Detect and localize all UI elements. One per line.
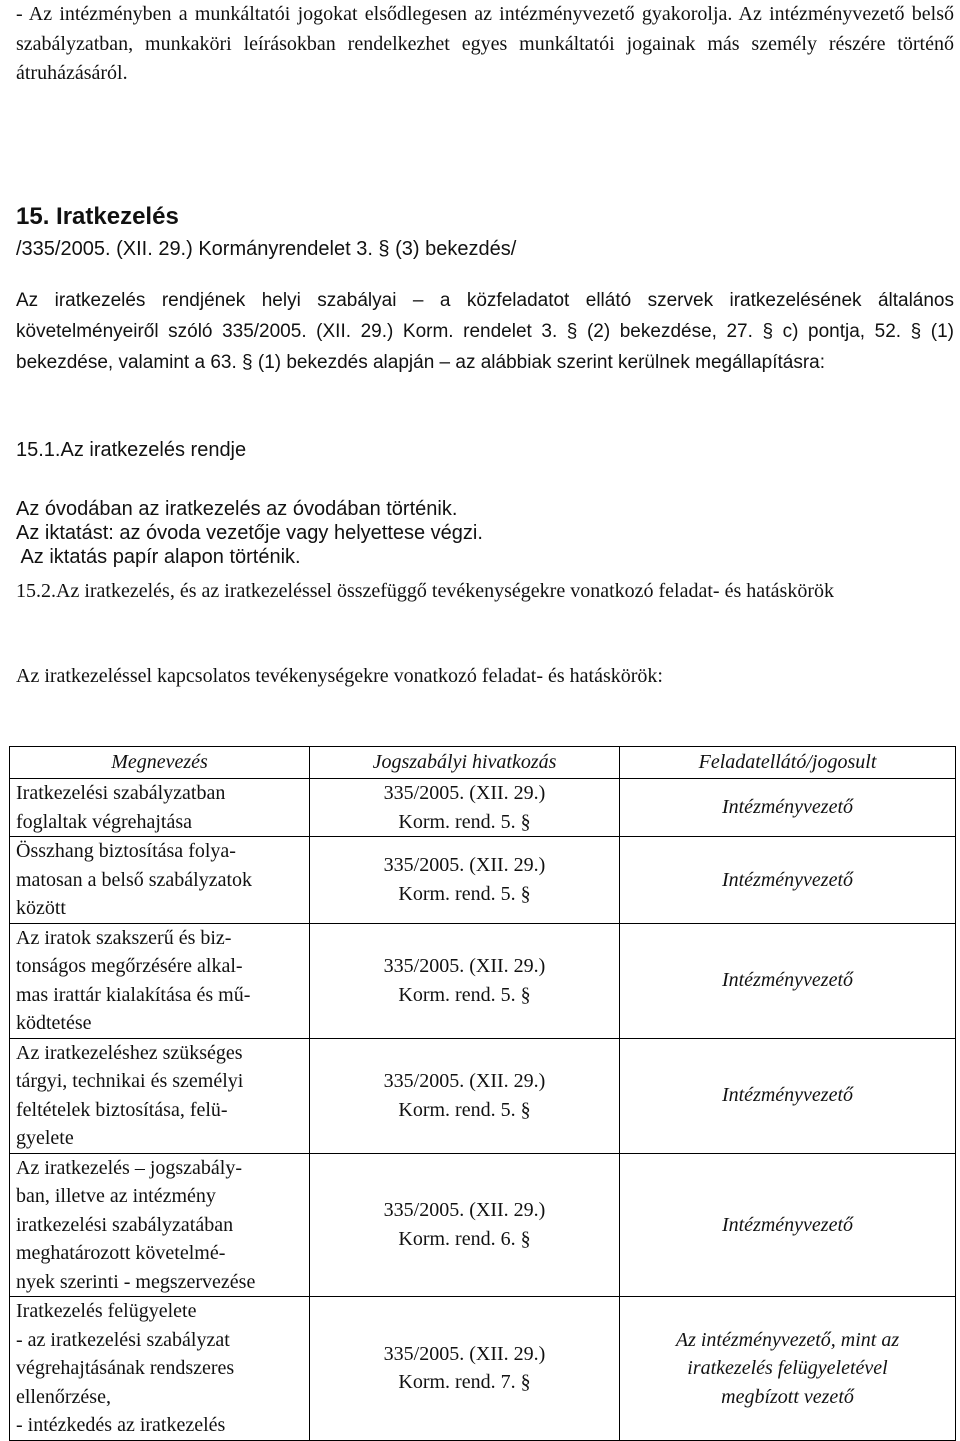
table-row (10, 1153, 956, 1297)
table-row (10, 1038, 956, 1153)
section-subheading: /335/2005. (XII. 29.) Kormányrendelet 3. § (3) bekezdés/ (16, 238, 517, 260)
row-responsible: Intézményvezető (620, 1153, 956, 1297)
row-name: Az iratkezeléshez szükséges tárgyi, technikai és személyi feltételek biztosítása, felü- gyelete (10, 1038, 310, 1153)
column-header-name: Megnevezés (10, 747, 310, 779)
table-row (10, 1297, 956, 1441)
subsection1-line: Az iktatás papír alapon történik. (16, 546, 301, 568)
row-name: Összhang biztosítása folya- matosan a belső szabályzatok között (10, 837, 310, 924)
row-name: Az iratok szakszerű és biz- tonságos megőrzésére alkal- mas irattár kialakítása és mű- ködtetése (10, 923, 310, 1038)
row-reference: 335/2005. (XII. 29.) Korm. rend. 5. § (310, 837, 620, 924)
row-name: Iratkezelés felügyelete - az iratkezelési szabályzat végrehajtásának rendszeres ellenőrzése, - intézkedés az iratkezelés (10, 1297, 310, 1441)
row-responsible: Intézményvezető (620, 923, 956, 1038)
column-header-responsible: Feladatellátó/jogosult (620, 747, 956, 779)
row-responsible: Intézményvezető (620, 779, 956, 837)
subsection1-title: 15.1.Az iratkezelés rendje (16, 439, 247, 461)
row-reference: 335/2005. (XII. 29.) Korm. rend. 5. § (310, 923, 620, 1038)
table-row (10, 837, 956, 924)
subsection2-intro: Az iratkezeléssel kapcsolatos tevékenységekre vonatkozó feladat- és hatáskörök: (16, 665, 663, 687)
intro-paragraph: - Az intézményben a munkáltatói jogokat elsődlegesen az intézményvezető gyakorolja. Az intézményvezető belső szabályzatban, munkaköri leírásokban rendelkezhet egyes munkáltatói jogainak más személy részére történő átruházásáról. (16, 3, 954, 84)
table-row (10, 779, 956, 837)
row-name: Iratkezelési szabályzatban foglaltak végrehajtása (10, 779, 310, 837)
row-responsible: Intézményvezető (620, 837, 956, 924)
column-header-reference: Jogszabályi hivatkozás (310, 747, 620, 779)
row-reference: 335/2005. (XII. 29.) Korm. rend. 7. § (310, 1297, 620, 1441)
subsection1-line: Az iktatást: az óvoda vezetője vagy helyettese végzi. (16, 522, 483, 544)
subsection2-title: 15.2.Az iratkezelés, és az iratkezeléssel összefüggő tevékenységekre vonatkozó feladat- és hatáskörök (16, 580, 834, 602)
row-reference: 335/2005. (XII. 29.) Korm. rend. 5. § (310, 779, 620, 837)
table-row (10, 923, 956, 1038)
table-header-row (10, 747, 956, 779)
responsibilities-table (9, 746, 956, 1441)
row-responsible: Az intézményvezető, mint az iratkezelés felügyeletével megbízott vezető (620, 1297, 956, 1441)
row-responsible: Intézményvezető (620, 1038, 956, 1153)
subsection1-line: Az óvodában az iratkezelés az óvodában történik. (16, 498, 458, 520)
row-name: Az iratkezelés – jogszabály- ban, illetve az intézmény iratkezelési szabályzatában meghatározott követelmé- nyek szerinti - megszervezése (10, 1153, 310, 1297)
section-paragraph: Az iratkezelés rendjének helyi szabályai – a közfeladatot ellátó szervek iratkezelésének általános követelményeiről szóló 335/2005. (XII. 29.) Korm. rendelet 3. § (2) bekezdése, 27. § c) pontja, 52. § (1) bekezdése, valamint a 63. § (1) bekezdés alapján – az alábbiak szerint kerülnek megállapításra: (16, 290, 954, 373)
section-heading: 15. Iratkezelés (16, 203, 179, 230)
row-reference: 335/2005. (XII. 29.) Korm. rend. 6. § (310, 1153, 620, 1297)
row-reference: 335/2005. (XII. 29.) Korm. rend. 5. § (310, 1038, 620, 1153)
